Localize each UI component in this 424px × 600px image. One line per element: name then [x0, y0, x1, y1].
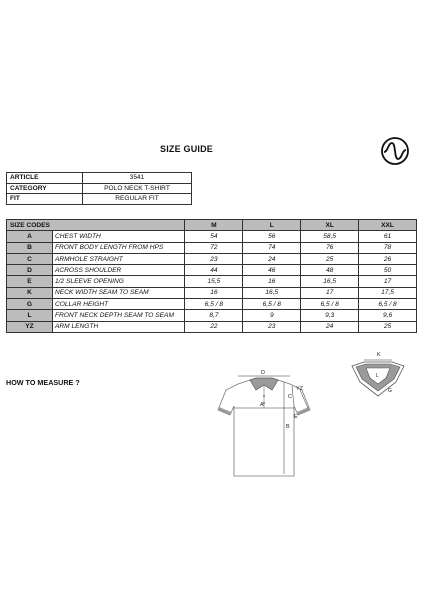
article-info-table: [6, 172, 192, 205]
measure-code: YZ: [7, 321, 53, 332]
info-key: ARTICLE: [7, 173, 83, 184]
measure-value: 74: [243, 242, 301, 253]
table-row: [7, 299, 417, 310]
table-row: [7, 287, 417, 298]
measure-desc: ACROSS SHOULDER: [53, 265, 185, 276]
measure-value: 16: [243, 276, 301, 287]
measure-desc: NECK WIDTH SEAM TO SEAM: [53, 287, 185, 298]
measure-value: 9,3: [301, 310, 359, 321]
brand-logo-icon: [380, 136, 410, 166]
measure-value: 56: [243, 231, 301, 242]
measure-value: 16: [185, 287, 243, 298]
measure-value: 25: [359, 321, 417, 332]
measure-value: 9: [243, 310, 301, 321]
table-row: [7, 265, 417, 276]
measure-desc: COLLAR HEIGHT: [53, 299, 185, 310]
table-row: [7, 253, 417, 264]
info-row: [7, 183, 192, 194]
measure-value: 48: [301, 265, 359, 276]
measure-desc: ARM LENGTH: [53, 321, 185, 332]
measure-code: C: [7, 253, 53, 264]
label-yz: YZ: [296, 386, 304, 392]
table-row: [7, 321, 417, 332]
measure-desc: CHEST WIDTH: [53, 231, 185, 242]
measure-value: 17,5: [359, 287, 417, 298]
size-header: L: [243, 220, 301, 231]
measure-value: 9,6: [359, 310, 417, 321]
label-d: D: [261, 370, 265, 376]
measure-value: 58,5: [301, 231, 359, 242]
label-e: E: [294, 414, 298, 420]
measure-value: 25: [301, 253, 359, 264]
measure-value: 6,5 / 8: [301, 299, 359, 310]
measure-code: A: [7, 231, 53, 242]
measure-value: 61: [359, 231, 417, 242]
label-b: B: [286, 424, 290, 430]
size-codes-header: SIZE CODES: [7, 220, 185, 231]
measure-value: 24: [301, 321, 359, 332]
measure-value: 44: [185, 265, 243, 276]
label-c: C: [288, 394, 292, 400]
measure-value: 16,5: [243, 287, 301, 298]
label-g: G: [388, 388, 392, 394]
collar-detail-diagram: [346, 348, 410, 404]
measure-value: 26: [359, 253, 417, 264]
info-key: CATEGORY: [7, 183, 83, 194]
how-to-measure-heading: HOW TO MEASURE ?: [6, 378, 80, 387]
measure-value: 24: [243, 253, 301, 264]
info-value: REGULAR FIT: [83, 194, 192, 205]
label-l: L: [376, 373, 379, 379]
measure-code: B: [7, 242, 53, 253]
measure-value: 17: [301, 287, 359, 298]
measure-code: D: [7, 265, 53, 276]
table-row: [7, 310, 417, 321]
measure-value: 23: [243, 321, 301, 332]
table-row: [7, 242, 417, 253]
info-value: 3541: [83, 173, 192, 184]
measure-value: 72: [185, 242, 243, 253]
info-row: [7, 173, 192, 184]
measure-code: G: [7, 299, 53, 310]
label-k: K: [377, 352, 381, 358]
size-chart-table: [6, 219, 417, 333]
measure-desc: FRONT BODY LENGTH FROM HPS: [53, 242, 185, 253]
size-header: XXL: [359, 220, 417, 231]
size-header: M: [185, 220, 243, 231]
polo-shirt-diagram: [212, 368, 312, 480]
measure-code: K: [7, 287, 53, 298]
measure-value: 6,5 / 8: [185, 299, 243, 310]
measure-value: 6,5 / 8: [359, 299, 417, 310]
page-title: SIZE GUIDE: [160, 144, 214, 154]
size-header: XL: [301, 220, 359, 231]
measure-value: 78: [359, 242, 417, 253]
measure-desc: 1/2 SLEEVE OPENING: [53, 276, 185, 287]
measure-value: 17: [359, 276, 417, 287]
measure-desc: ARMHOLE STRAIGHT: [53, 253, 185, 264]
size-table-header: [7, 220, 417, 231]
measure-value: 50: [359, 265, 417, 276]
measure-value: 76: [301, 242, 359, 253]
measure-code: L: [7, 310, 53, 321]
measure-value: 15,5: [185, 276, 243, 287]
table-row: [7, 231, 417, 242]
measure-value: 8,7: [185, 310, 243, 321]
label-a: A: [260, 402, 264, 408]
measure-code: E: [7, 276, 53, 287]
measure-value: 54: [185, 231, 243, 242]
measure-value: 22: [185, 321, 243, 332]
info-row: [7, 194, 192, 205]
info-value: POLO NECK T-SHIRT: [83, 183, 192, 194]
table-row: [7, 276, 417, 287]
measure-desc: FRONT NECK DEPTH SEAM TO SEAM: [53, 310, 185, 321]
info-key: FIT: [7, 194, 83, 205]
measure-value: 46: [243, 265, 301, 276]
measure-value: 23: [185, 253, 243, 264]
measure-value: 16,5: [301, 276, 359, 287]
measure-value: 6,5 / 8: [243, 299, 301, 310]
